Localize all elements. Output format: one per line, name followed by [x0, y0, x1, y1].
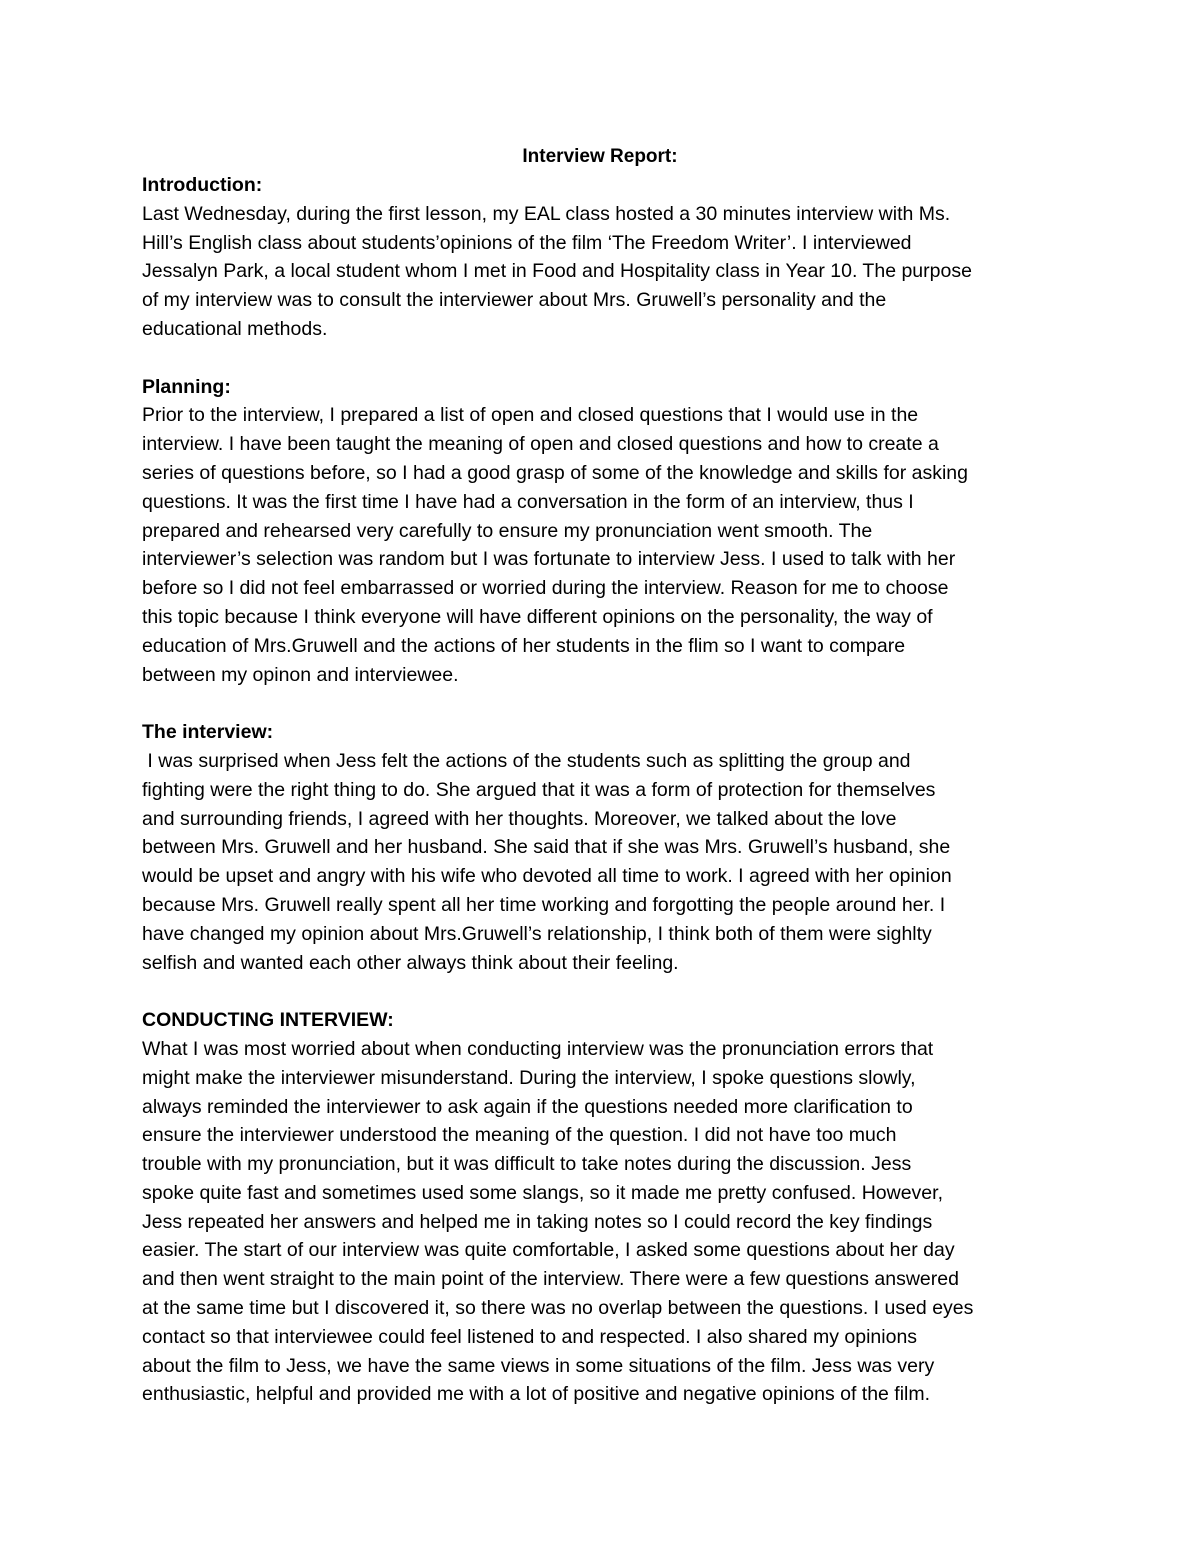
paragraph-line: between my opinon and interviewee.	[142, 663, 459, 686]
paragraph-line: about the film to Jess, we have the same views in some situations of the film. Jess was very	[142, 1354, 935, 1377]
section-planning	[142, 373, 1072, 690]
document-body	[142, 171, 1072, 1438]
paragraph-line: between Mrs. Gruwell and her husband. She said that if she was Mrs. Gruwell’s husband, she	[142, 836, 951, 859]
section-heading: Introduction:	[142, 174, 263, 196]
paragraph-line: easier. The start of our interview was quite comfortable, I asked some questions about her day	[142, 1239, 955, 1262]
paragraph-line: enthusiastic, helpful and provided me with a lot of positive and negative opinions of the film.	[142, 1383, 931, 1406]
paragraph-line: would be upset and angry with his wife who devoted all time to work. I agreed with her opinion	[142, 865, 952, 888]
paragraph-line: questions. It was the first time I have had a conversation in the form of an interview, thus I	[142, 490, 914, 513]
section-paragraph	[142, 200, 1072, 344]
section-paragraph	[142, 401, 1072, 689]
paragraph-line: fighting were the right thing to do. She argued that it was a form of protection for themselves	[142, 778, 936, 801]
paragraph-line: this topic because I think everyone will have different opinions on the personality, the way of	[142, 605, 933, 628]
paragraph-line: prepared and rehearsed very carefully to ensure my pronunciation went smooth. The	[142, 519, 873, 542]
section-introduction	[142, 171, 1072, 344]
section-heading: CONDUCTING INTERVIEW:	[142, 1009, 394, 1032]
paragraph-line: interview. I have been taught the meaning of open and closed questions and how to create a	[142, 433, 939, 456]
paragraph-line: interviewer’s selection was random but I was fortunate to interview Jess. I used to talk with her	[142, 548, 956, 571]
paragraph-line: Jessalyn Park, a local student whom I met in Food and Hospitality class in Year 10. The purpose	[142, 260, 972, 283]
section-conducting-interview	[142, 1006, 1072, 1409]
paragraph-line: at the same time but I discovered it, so there was no overlap between the questions. I used eyes	[142, 1297, 974, 1320]
paragraph-line: selfish and wanted each other always think about their feeling.	[142, 951, 679, 974]
paragraph-line: have changed my opinion about Mrs.Gruwell’s relationship, I think both of them were sighlty	[142, 922, 932, 945]
section-heading: The interview:	[142, 721, 274, 744]
paragraph-line: always reminded the interviewer to ask again if the questions needed more clarification to	[142, 1095, 913, 1118]
document-title: Interview Report:	[522, 146, 678, 167]
paragraph-line: series of questions before, so I had a good grasp of some of the knowledge and skills for asking	[142, 461, 968, 484]
paragraph-line: ensure the interviewer understood the meaning of the question. I did not have too much	[142, 1124, 897, 1147]
paragraph-line: of my interview was to consult the interviewer about Mrs. Gruwell’s personality and the	[142, 289, 887, 312]
paragraph-line: and then went straight to the main point of the interview. There were a few questions answered	[142, 1268, 959, 1291]
paragraph-line: What I was most worried about when conducting interview was the pronunciation errors that	[142, 1037, 934, 1060]
paragraph-line: trouble with my pronunciation, but it was difficult to take notes during the discussion. Jess	[142, 1153, 912, 1176]
paragraph-line: spoke quite fast and sometimes used some slangs, so it made me pretty confused. However,	[142, 1181, 943, 1204]
section-the-interview	[142, 718, 1072, 977]
paragraph-line: Jess repeated her answers and helped me in taking notes so I could record the key findings	[142, 1210, 933, 1233]
paragraph-line: Last Wednesday, during the first lesson, my EAL class hosted a 30 minutes interview with Ms.	[142, 202, 951, 225]
section-paragraph	[142, 747, 1072, 977]
section-heading: Planning:	[142, 375, 231, 398]
paragraph-line: contact so that interviewee could feel listened to and respected. I also shared my opinions	[142, 1325, 918, 1348]
paragraph-line: educational methods.	[142, 317, 328, 340]
section-paragraph	[142, 1035, 1072, 1409]
paragraph-line: I was surprised when Jess felt the actions of the students such as splitting the group and	[142, 749, 911, 772]
paragraph-line: Hill’s English class about students’opinions of the film ‘The Freedom Writer’. I interviewed	[142, 231, 912, 254]
paragraph-line: before so I did not feel embarrassed or worried during the interview. Reason for me to choose	[142, 577, 949, 600]
paragraph-line: might make the interviewer misunderstand. During the interview, I spoke questions slowly,	[142, 1066, 916, 1089]
paragraph-line: because Mrs. Gruwell really spent all her time working and forgotting the people around her. I	[142, 893, 946, 916]
paragraph-line: Prior to the interview, I prepared a list of open and closed questions that I would use in the	[142, 404, 919, 427]
paragraph-line: and surrounding friends, I agreed with her thoughts. Moreover, we talked about the love	[142, 807, 897, 830]
paragraph-line: education of Mrs.Gruwell and the actions of her students in the flim so I want to compare	[142, 634, 906, 657]
